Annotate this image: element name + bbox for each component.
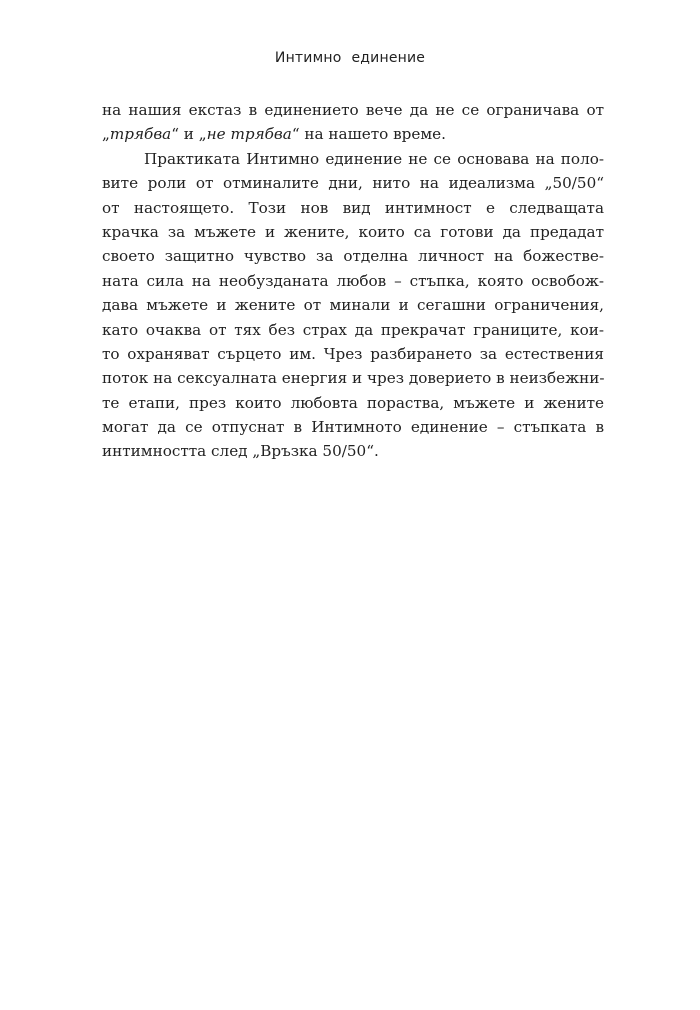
text-line-3: Практиката Интимно единение не се основава на поло- <box>144 149 604 168</box>
header-title-part2: единение <box>351 50 426 66</box>
italic-word-must: трябва <box>109 125 172 144</box>
text-line-5: от настоящето. Този нов вид интимност е следващата <box>102 198 604 217</box>
text-line-8: ната сила на необузданата любов – стъпка, която освобож- <box>102 271 604 290</box>
text-line-7: своето защитно чувство за отделна личност на божестве- <box>102 247 604 266</box>
text-line-9: дава мъжете и жените от минали и сегашни ограничения, <box>102 296 604 315</box>
header-title-part1: Интимно <box>274 50 342 66</box>
text-line-13: те етапи, през които любовта пораства, мъжете и жените <box>102 393 604 412</box>
text-line-1: на нашия екстаз в единението вече да не се ограничава от <box>102 101 604 119</box>
running-header <box>0 50 700 66</box>
text-line-15: интимността след „Връзка 50/50“. <box>102 442 379 461</box>
quote-open: „ <box>102 125 110 144</box>
quote-connector: “ и „ <box>171 125 207 144</box>
text-line-10: като очаква от тях без страх да прекрачат границите, кои- <box>102 320 604 339</box>
text-line-11: то охраняват сърцето им. Чрез разбирането за естествения <box>102 344 604 363</box>
text-line-12: поток на сексуалната енергия и чрез доверието в неизбежни- <box>102 369 604 388</box>
body-text <box>102 98 604 464</box>
text-line-4: вите роли от отминалите дни, нито на идеализма „50/50“ <box>102 174 604 193</box>
text-line-6: крачка за мъжете и жените, които са готови да предадат <box>102 222 604 241</box>
text-line-2 <box>102 122 604 146</box>
line-2-tail: “ на нашето време. <box>291 125 446 144</box>
italic-word-must-not: не трябва <box>206 125 292 144</box>
text-line-14: могат да се отпуснат в Интимното единение – стъпката в <box>102 418 604 437</box>
